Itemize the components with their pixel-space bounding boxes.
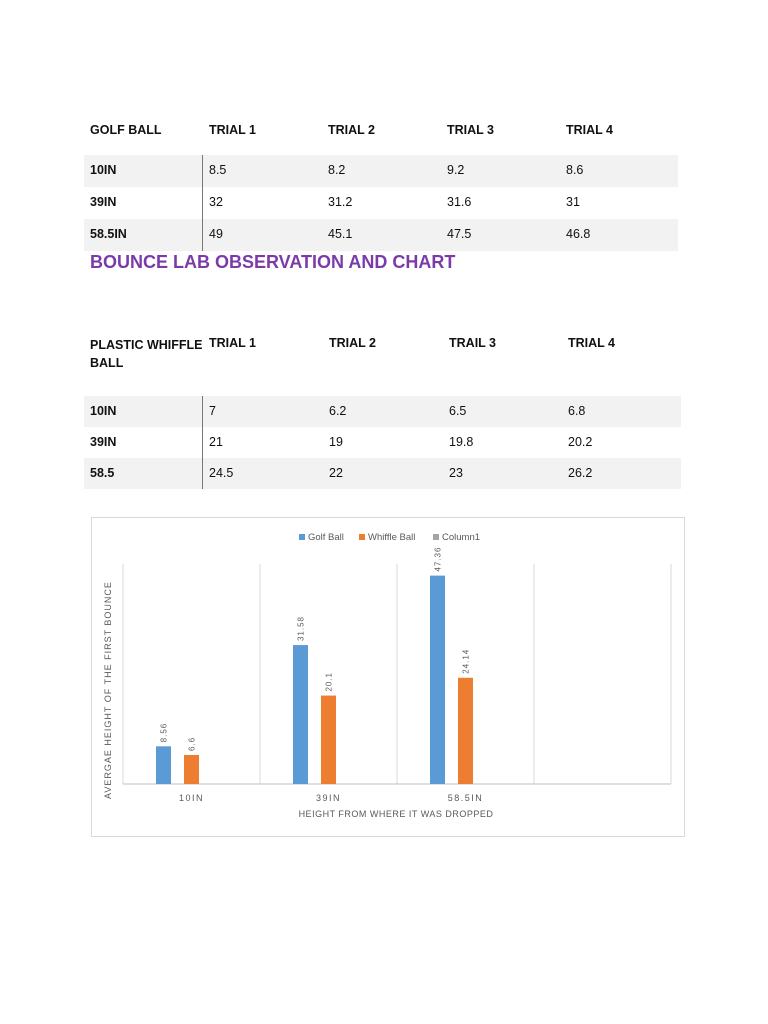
table-cell: 32 [209, 195, 223, 209]
table-row [84, 396, 681, 427]
chart-canvas [92, 518, 684, 836]
table-header-row [84, 328, 681, 396]
table-cell: 58.5 [90, 466, 115, 480]
x-tick-label: 39IN [315, 793, 342, 803]
table-header: TRIAL 1 [209, 123, 256, 137]
table-header: TRIAL 1 [209, 336, 256, 350]
table-cell: 19 [329, 435, 343, 449]
table-header: TRIAL 4 [566, 123, 613, 137]
table-cell: 47.5 [447, 227, 472, 241]
legend-label: Golf Ball [308, 532, 344, 543]
table-header [90, 336, 203, 372]
table-cell: 46.8 [566, 227, 591, 241]
table-cell: 31.2 [328, 195, 353, 209]
x-axis-title: HEIGHT FROM WHERE IT WAS DROPPED [298, 809, 494, 819]
table-header: TRIAL 2 [329, 336, 376, 350]
bar-whiffle-ball [184, 755, 199, 784]
table-cell: 6.5 [449, 404, 467, 418]
table-cell: 39IN [90, 435, 117, 449]
bar-golf-ball [156, 746, 171, 784]
legend-label: Column1 [442, 532, 481, 543]
table-row [84, 219, 678, 251]
data-label: 31.58 [296, 616, 306, 642]
data-label: 8.56 [159, 722, 169, 743]
table-cell: 26.2 [568, 466, 593, 480]
bar-whiffle-ball [458, 678, 473, 784]
legend-swatch [299, 534, 305, 540]
legend-swatch [359, 534, 365, 540]
table-cell: 49 [209, 227, 223, 241]
bar-golf-ball [430, 576, 445, 784]
table-cell: 10IN [90, 404, 117, 418]
table-header: TRAIL 3 [449, 336, 496, 350]
data-label: 24.14 [461, 648, 471, 674]
table-cell: 8.2 [328, 163, 346, 177]
table-cell: 31 [566, 195, 580, 209]
legend-label: Whiffle Ball [368, 532, 416, 543]
data-label: 20.1 [324, 671, 334, 692]
table-header: TRIAL 3 [447, 123, 494, 137]
table-cell: 10IN [90, 163, 117, 177]
table-cell: 8.5 [209, 163, 227, 177]
table-cell: 20.2 [568, 435, 593, 449]
table-cell: 24.5 [209, 466, 234, 480]
header-line: BALL [90, 356, 124, 370]
bounce-chart [91, 517, 685, 837]
table-cell: 19.8 [449, 435, 474, 449]
table-cell: 22 [329, 466, 343, 480]
table-header: GOLF BALL [90, 123, 162, 137]
whiffle-ball-table [84, 328, 681, 489]
table-row [84, 427, 681, 458]
table-cell: 23 [449, 466, 463, 480]
table-cell: 8.6 [566, 163, 584, 177]
table-header: TRIAL 4 [568, 336, 615, 350]
bar-golf-ball [293, 645, 308, 784]
legend-swatch [433, 534, 439, 540]
table-cell: 58.5IN [90, 227, 127, 241]
x-tick-label: 58.5IN [447, 793, 484, 803]
x-tick-label: 10IN [178, 793, 205, 803]
column-divider [202, 155, 203, 251]
header-line: PLASTIC WHIFFLE [90, 338, 203, 352]
table-cell: 6.2 [329, 404, 347, 418]
table-row [84, 458, 681, 489]
golf-ball-table [84, 115, 678, 251]
table-header: TRIAL 2 [328, 123, 375, 137]
table-cell: 9.2 [447, 163, 465, 177]
table-row [84, 187, 678, 219]
table-cell: 7 [209, 404, 216, 418]
bar-whiffle-ball [321, 696, 336, 784]
table-cell: 21 [209, 435, 223, 449]
column-divider [202, 396, 203, 489]
table-cell: 45.1 [328, 227, 353, 241]
data-label: 6.6 [187, 736, 197, 751]
data-label: 47.36 [433, 546, 443, 572]
table-row [84, 155, 678, 187]
table-cell: 6.8 [568, 404, 586, 418]
table-cell: 39IN [90, 195, 117, 209]
table-cell: 31.6 [447, 195, 472, 209]
table-header-row [84, 115, 678, 155]
page-title: BOUNCE LAB OBSERVATION AND CHART [90, 252, 456, 272]
y-axis-title: AVERGAE HEIGHT OF THE FIRST BOUNCE [103, 581, 113, 799]
